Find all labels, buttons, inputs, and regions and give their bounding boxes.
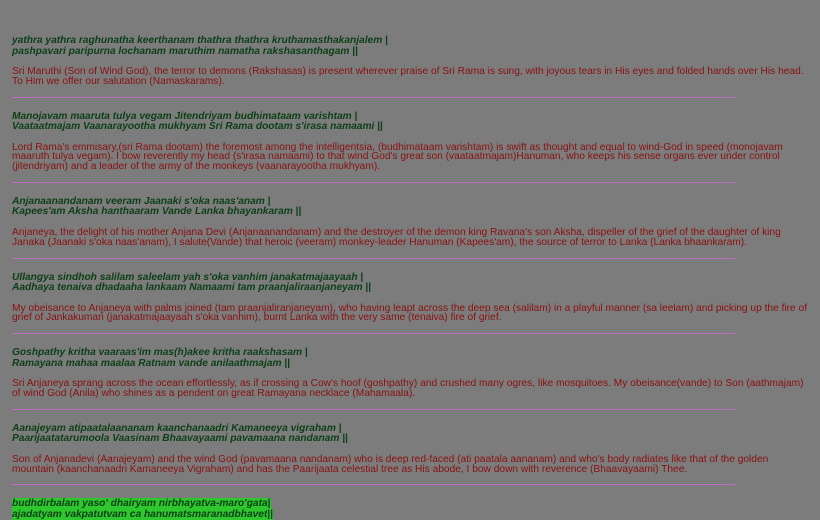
final-verse-line-2-text: ajadatyam vakpatutvam ca hanumatsmaranadbhavet xyxy=(12,508,268,520)
verse-line-2-text: pashpavari paripurna lochanam maruthim namatha rakshasanthagam xyxy=(12,45,350,57)
final-verse-line-2 xyxy=(12,510,808,520)
spacer xyxy=(12,399,808,409)
sanskrit-verse-line-2 xyxy=(12,283,808,294)
final-verse-block xyxy=(12,499,808,520)
verse-line-1-mark: | xyxy=(338,422,342,434)
verse-line-2-text: Aadhaya tenaiva dhadaaha lankaam Namaami tam praanjaliraanjaneyam xyxy=(12,282,363,294)
verse-line-1-mark: | xyxy=(267,195,271,207)
english-translation: Lord Rama's emmisary,(sri Rama dootam) the foremost among the intelligentsia, (budhimataam varishtam) is swift as thought and equal to wind-God in speed (monojavam maaruth tulya vegam). I bow reverently my head (s'irasa namaami) to that wind God's great son (vaataatmajam)Hanuman, who keeps his sense organs ever under control (jitendriyam) and a leader of the army of the monkeys (vaanarayootha mukhyam). xyxy=(12,141,783,173)
verse-line-2-mark: || xyxy=(365,282,372,294)
spacer xyxy=(12,485,808,499)
sanskrit-verse-line-2 xyxy=(12,47,808,58)
spacer xyxy=(12,410,808,424)
english-translation: My obeisance to Anjaneya with palms joined (tam praanjaliranjaneyam), who having leapt across the deep sea (salilam) in a playful manner (sa leelam) and picking up the fire of grief of Jankakumari (janakatmajaayaah s'oka vanhim), burnt Lanka with the very same (tenaiva) fire of grief. xyxy=(12,302,808,324)
spacer xyxy=(12,334,808,348)
verse-section xyxy=(12,424,808,500)
english-translation: Sri Anjaneya sprang across the ocean effortlessly, as if crossing a Cow's hoof (goshpathy) and crushed many ogres, like mosquitoes. My obeisance(vande) to Son (aathmajam) of wind God (Anila) who shines as a pendent on great Ramayana necklace (Mahamaala). xyxy=(12,378,804,399)
verse-line-1-text: Anjanaanandanam veeram Jaanaki s'oka naas'anam xyxy=(12,195,265,207)
english-translation: Son of Anjanadevi (Aanajeyam) and the wind God (pavamaana nandanam) who is deep red-faced (ati paatala aananam) and who's body radiates like that of the golden mountain (kaanchanaadri Kamaneeya Vigraham) and has the Paarijaata celestial tree as His abode, I bow down with reverence (Bhaavayaami) Thee. xyxy=(12,453,769,475)
verse-sections xyxy=(12,36,808,499)
verse-section xyxy=(12,197,808,273)
spacer xyxy=(12,172,808,182)
verse-line-2-mark: || xyxy=(342,433,349,445)
sanskrit-verse-line-2 xyxy=(12,207,808,218)
english-translation: Anjaneya, the delight of his mother Anjana Devi (Anjanaanandanam) and the destroyer of the demon king Ravana's son Aksha, dispeller of the grief of the daughter of king Janaka (Jaanaki s'oka naas'anam), I salute(Vande) that heroic (veeram) monkey-leader Hanuman (Kapees'am), the source of terror to Lanka (Lanka bhaankaram). xyxy=(12,226,781,248)
sanskrit-verse-line-2 xyxy=(12,359,808,370)
verse-line-2-text: Vaataatmajam Vaanarayootha mukhyam Sri Rama dootam s'irasa namaami xyxy=(12,121,375,133)
sanskrit-verse-line-2 xyxy=(12,434,808,445)
final-verse-line-2-mark: || xyxy=(267,508,274,520)
verse-line-1-text: yathra yathra raghunatha keerthanam thathra thathra kruthamasthakanjalem xyxy=(12,35,383,46)
spacer xyxy=(12,248,808,258)
spacer xyxy=(12,323,808,333)
verse-line-1-mark: | xyxy=(385,35,388,46)
final-verse-line-1-mark: | xyxy=(267,498,271,510)
verse-line-1-mark: | xyxy=(360,271,364,283)
verse-line-2-mark: || xyxy=(295,206,302,218)
english-translation: Sri Maruthi (Son of Wind God), the terror to demons (Rakshasas) is present wherever praise of Sri Rama is sung, with joyous tears in His eyes and folded hands over His head. To Him we offer our salutation (Namaskarams). xyxy=(12,66,804,87)
verse-line-1-text: Ullangya sindhoh salilam saleelam yah s'oka vanhim janakatmajaayaah xyxy=(12,271,358,283)
verse-line-1-mark: | xyxy=(304,347,308,359)
verse-line-1-text: Goshpathy kritha vaaraas'im mas(h)akee kritha raakshasam xyxy=(12,347,303,359)
spacer xyxy=(12,87,808,97)
verse-line-1-mark: | xyxy=(354,110,358,122)
verse-line-2-mark: || xyxy=(352,45,358,57)
spacer xyxy=(12,183,808,197)
spacer xyxy=(12,259,808,273)
verse-section xyxy=(12,348,808,424)
spacer xyxy=(12,98,808,112)
verse-line-1-text: Manojavam maaruta tulya vegam Jitendriyam budhimataam varishtam xyxy=(12,110,352,122)
verse-section xyxy=(12,273,808,349)
verse-line-2-mark: || xyxy=(284,357,291,369)
verse-line-1-text: Aanajeyam atipaatalaananam kaanchanaadri Kamaneeya vigraham xyxy=(12,422,336,434)
verse-line-2-text: Ramayana mahaa maalaa Ratnam vande anilaathmajam xyxy=(12,357,282,369)
verse-section xyxy=(12,36,808,112)
sanskrit-verse-line-2 xyxy=(12,122,808,133)
verse-line-2-text: Kapees'am Aksha hanthaaram Vande Lanka bhayankaram xyxy=(12,206,293,218)
verse-line-2-text: Paarijaatatarumoola Vaasinam Bhaavayaami pavamaana nandanam xyxy=(12,433,340,445)
spacer xyxy=(12,474,808,484)
verse-section xyxy=(12,112,808,197)
verse-line-2-mark: || xyxy=(377,121,383,133)
final-verse-line-1-text: budhdirbalam yaso' dhairyam nirbhayatva-maro'gata xyxy=(12,498,268,510)
